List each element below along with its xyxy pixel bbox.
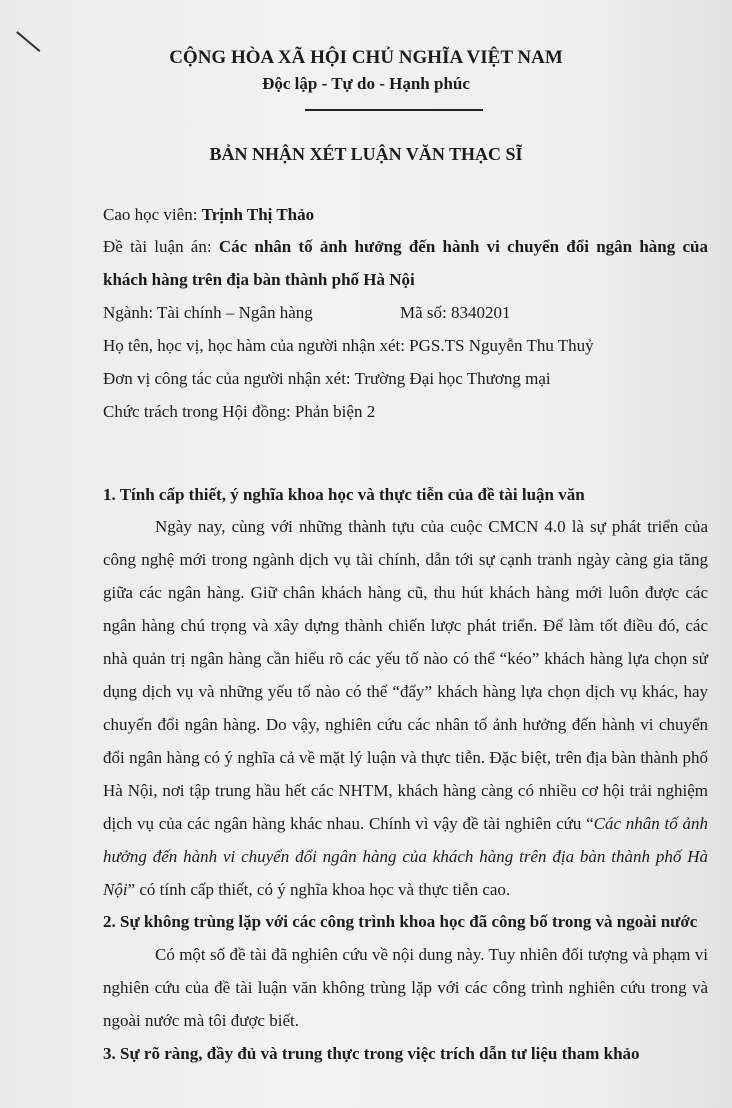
- major: Ngành: Tài chính – Ngân hàng: [103, 303, 313, 322]
- para-line: giữa các ngân hàng. Giữ chân khách hàng cũ, thu hút khách hàng mới luôn được các: [103, 583, 708, 602]
- topic-title-1: Các nhân tố ảnh hưởng đến hành vi chuyển đổi ngân hàng của: [218, 237, 708, 256]
- section3-heading: 3. Sự rõ ràng, đầy đủ và trung thực trong việc trích dẫn tư liệu tham khảo: [103, 1044, 640, 1063]
- section2-heading: 2. Sự không trùng lặp với các công trình khoa học đã công bố trong và ngoài nước: [103, 912, 698, 931]
- para-line: đổi ngân hàng có ý nghĩa cả về mặt lý luận và thực tiễn. Đặc biệt, trên địa bàn thành phố: [103, 748, 708, 767]
- para-line: công nghệ mới trong ngành dịch vụ tài chính, dẫn tới sự cạnh tranh ngày càng gia tăng: [103, 550, 708, 569]
- motto: Độc lập - Tự do - Hạnh phúc: [262, 74, 470, 93]
- para-line: ngân hàng chú trọng và xây dựng thành chiến lược phát triển. Để làm tốt điều đó, các: [103, 616, 708, 635]
- student-label: Cao học viên:: [103, 205, 202, 224]
- para-line: dụng dịch vụ và những yếu tố nào có thể “đẩy” khách hàng lựa chọn dịch vụ khác, hay: [103, 682, 708, 701]
- student-name: Trịnh Thị Thảo: [201, 205, 315, 224]
- reviewer-line: Họ tên, học vị, học hàm của người nhận xét: PGS.TS Nguyễn Thu Thuỷ: [103, 336, 594, 355]
- para-line: [103, 879, 708, 901]
- topic-line: [103, 236, 708, 258]
- para-line: nhà quản trị ngân hàng cần hiểu rõ các yếu tố nào có thể “kéo” khách hàng lựa chọn sử: [103, 649, 708, 668]
- para-line: chuyển đổi ngân hàng. Do vậy, nghiên cứu các nhân tố ảnh hưởng đến hành vi chuyển: [103, 715, 708, 734]
- para-text: dịch vụ của các ngân hàng khác nhau. Chính vì vậy đề tài nghiên cứu “: [103, 814, 594, 833]
- major-code: Mã số: 8340201: [400, 303, 511, 322]
- role-line: Chức trách trong Hội đồng: Phản biện 2: [103, 402, 376, 421]
- section1-heading: 1. Tính cấp thiết, ý nghĩa khoa học và thực tiễn của đề tài luận văn: [103, 485, 585, 504]
- document-title: BẢN NHẬN XÉT LUẬN VĂN THẠC SĨ: [209, 144, 523, 164]
- para-line: Ngày nay, cùng với những thành tựu của cuộc CMCN 4.0 là sự phát triển của: [155, 517, 708, 536]
- nation-heading: CỘNG HÒA XÃ HỘI CHỦ NGHĨA VIỆT NAM: [169, 47, 563, 68]
- para-line: ngoài nước mà tôi được biết.: [103, 1011, 299, 1030]
- para-line: Có một số đề tài đã nghiên cứu về nội dung này. Tuy nhiên đối tượng và phạm vi: [155, 945, 708, 964]
- para-line: nghiên cứu của đề tài luận văn không trùng lặp với các công trình nghiên cứu trong và: [103, 978, 708, 997]
- para-text: ” có tính cấp thiết, có ý nghĩa khoa học và thực tiễn cao.: [127, 880, 511, 899]
- topic-title-2: khách hàng trên địa bàn thành phố Hà Nội: [103, 270, 415, 289]
- divider: [305, 109, 483, 111]
- para-line: Hà Nội, nơi tập trung hầu hết các NHTM, khách hàng càng có nhiều cơ hội trải nghiệm: [103, 781, 708, 800]
- major-line: [103, 302, 708, 324]
- para-line: [103, 813, 708, 835]
- unit-line: Đơn vị công tác của người nhận xét: Trường Đại học Thương mại: [103, 369, 551, 388]
- topic-label: Đề tài luận án:: [103, 237, 219, 256]
- quoted-title: hưởng đến hành vi chuyển đổi ngân hàng của khách hàng trên địa bàn thành phố Hà: [103, 847, 708, 866]
- quoted-title: Các nhân tố ảnh: [593, 814, 708, 833]
- student-line: [103, 204, 708, 226]
- quoted-title: Nội: [103, 880, 128, 899]
